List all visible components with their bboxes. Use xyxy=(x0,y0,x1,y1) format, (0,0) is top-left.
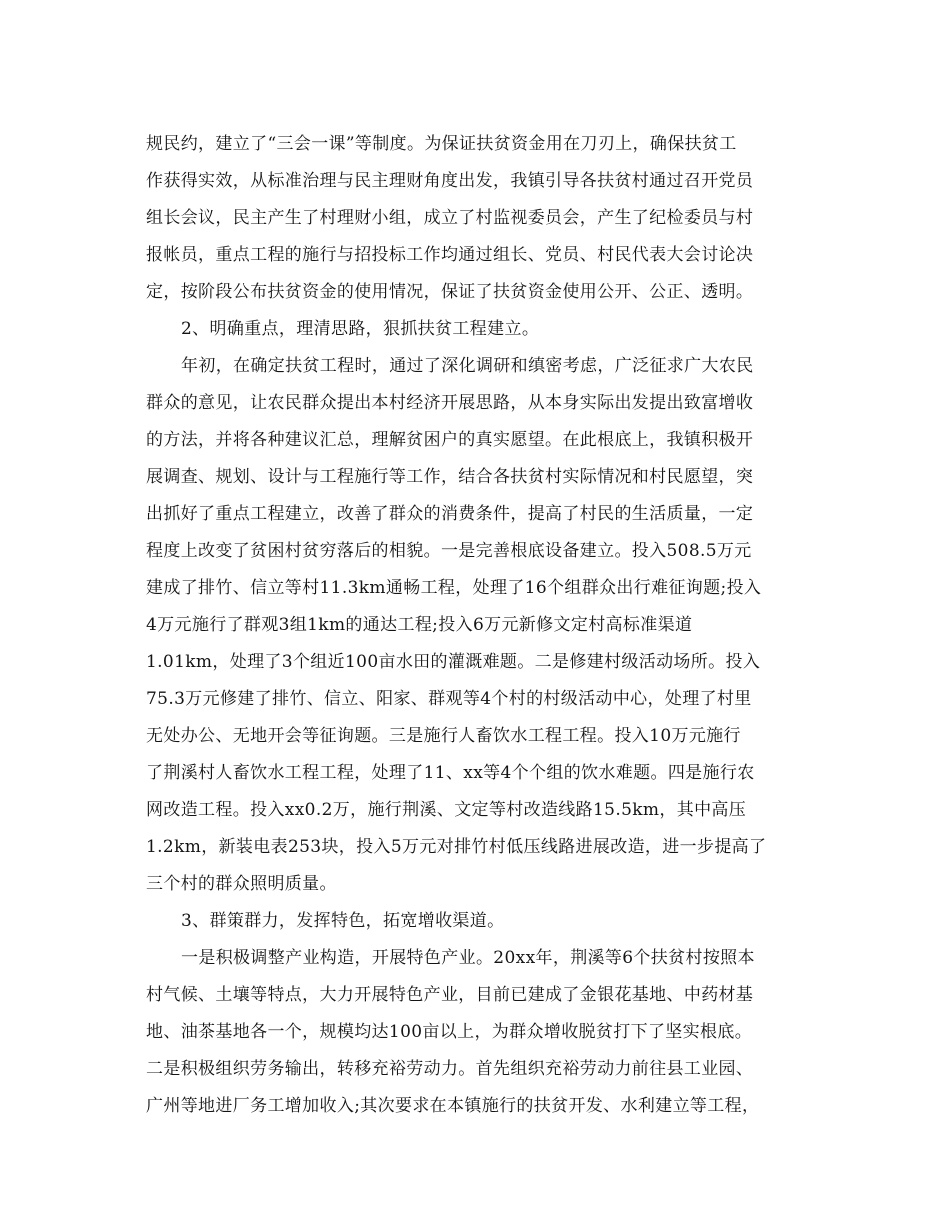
text-line: 一是积极调整产业构造，开展特色产业。20xx年，荆溪等6个扶贫村按照本 xyxy=(181,948,755,968)
text-line: 报帐员，重点工程的施行与招投标工作均通过组长、党员、村民代表大会讨论决 xyxy=(146,245,754,265)
text-line: 定，按阶段公布扶贫资金的使用情况，保证了扶贫资金使用公开、公正、透明。 xyxy=(146,282,754,302)
text-line: 的方法，并将各种建议汇总，理解贫困户的真实愿望。在此根底上，我镇积极开 xyxy=(146,430,754,450)
text-line: 地、油茶基地各一个，规模均达100亩以上，为群众增收脱贫打下了坚实根底。 xyxy=(146,1022,753,1042)
text-line: 网改造工程。投入xx0.2万，施行荆溪、文定等村改造线路15.5km，其中高压 xyxy=(146,800,747,820)
text-line: 出抓好了重点工程建立，改善了群众的消费条件，提高了村民的生活质量，一定 xyxy=(146,504,754,524)
text-line: 75.3万元修建了排竹、信立、阳家、群观等4个村的村级活动中心，处理了村里 xyxy=(146,689,752,709)
text-line: 群众的意见，让农民群众提出本村经济开展思路，从本身实际出发提出致富增收 xyxy=(146,393,754,413)
text-line: 展调查、规划、设计与工程施行等工作，结合各扶贫村实际情况和村民愿望，突 xyxy=(146,467,754,487)
text-line: 三个村的群众照明质量。 xyxy=(146,874,337,894)
text-line: 1.2km，新装电表253块，投入5万元对排竹村低压线路进展改造，进一步提高了 xyxy=(146,837,767,857)
text-line: 规民约，建立了“三会一课”等制度。为保证扶贫资金用在刀刃上，确保扶贫工 xyxy=(146,134,737,154)
text-line: 1.01km，处理了3个组近100亩水田的灌溉难题。二是修建村级活动场所。投入 xyxy=(146,652,761,672)
text-line: 年初，在确定扶贫工程时，通过了深化调研和缜密考虑，广泛征求广大农民 xyxy=(181,356,754,376)
section-heading: 2、明确重点，理清思路，狠抓扶贫工程建立。 xyxy=(181,319,540,339)
text-line: 4万元施行了群观3组1km的通达工程;投入6万元新修文定村高标准渠道 xyxy=(146,615,693,635)
text-line: 程度上改变了贫困村贫穷落后的相貌。一是完善根底设备建立。投入508.5万元 xyxy=(146,541,752,561)
text-line: 村气候、土壤等特点，大力开展特色产业，目前已建成了金银花基地、中药材基 xyxy=(146,985,754,1005)
text-line: 了荆溪村人畜饮水工程工程，处理了11、xx等4个个组的饮水难题。四是施行农 xyxy=(146,763,755,783)
text-line: 无处办公、无地开会等征询题。三是施行人畜饮水工程工程。投入10万元施行 xyxy=(146,726,741,746)
text-line: 二是积极组织劳务输出，转移充裕劳动力。首先组织充裕劳动力前往县工业园、 xyxy=(146,1059,754,1079)
text-line: 建成了排竹、信立等村11.3km通畅工程，处理了16个组群众出行难征询题;投入 xyxy=(146,578,762,598)
text-line: 作获得实效，从标准治理与民主理财角度出发，我镇引导各扶贫村通过召开党员 xyxy=(146,171,754,191)
section-heading: 3、群策群力，发挥特色，拓宽增收渠道。 xyxy=(181,911,505,931)
text-line: 组长会议，民主产生了村理财小组，成立了村监视委员会，产生了纪检委员与村 xyxy=(146,208,754,228)
text-line: 广州等地进厂务工增加收入;其次要求在本镇施行的扶贫开发、水利建立等工程， xyxy=(146,1096,760,1116)
